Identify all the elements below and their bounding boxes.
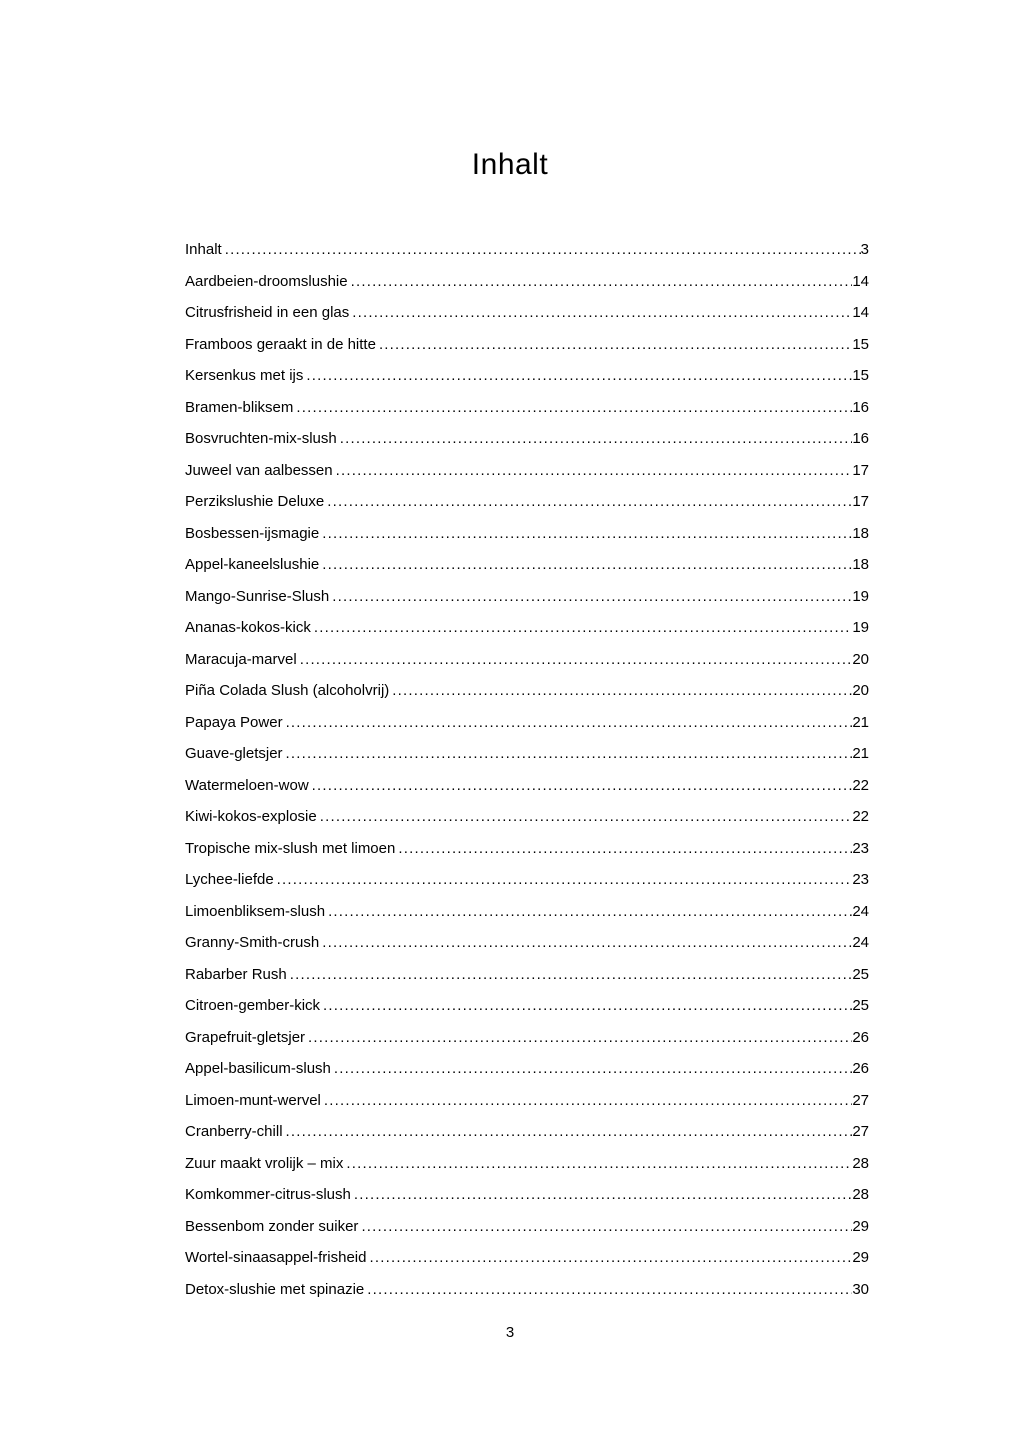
toc-leader-dots [322, 927, 852, 959]
toc-entry-label: Appel-kaneelslushie [185, 556, 320, 573]
toc-leader-dots [322, 549, 852, 581]
toc-entry-label: Piña Colada Slush (alcoholvrij) [185, 682, 390, 699]
toc-entry-label: Citroen-gember-kick [185, 997, 321, 1014]
toc-entry-page: 18 [852, 556, 869, 573]
toc-leader-dots [361, 1211, 852, 1243]
toc-leader-dots [286, 1116, 853, 1148]
toc-leader-dots [367, 1274, 852, 1306]
toc-entry[interactable] [185, 1148, 869, 1180]
toc-entry-label: Granny-Smith-crush [185, 934, 320, 951]
toc-entry-page: 15 [852, 335, 869, 353]
toc-entry[interactable] [185, 675, 869, 707]
toc-entry-page: 25 [852, 965, 869, 983]
toc-entry[interactable] [185, 612, 869, 644]
toc-leader-dots [322, 518, 852, 550]
toc-entry[interactable] [185, 549, 869, 581]
toc-entry[interactable] [185, 707, 869, 739]
toc-entry-page: 14 [852, 304, 869, 321]
toc-leader-dots [379, 329, 852, 361]
toc-entry-page: 28 [852, 1154, 869, 1172]
toc-leader-dots [398, 833, 852, 865]
toc-entry-label: Limoen-munt-wervel [185, 1091, 321, 1109]
toc-entry-page: 17 [852, 493, 869, 510]
toc-entry[interactable] [185, 990, 869, 1022]
toc-leader-dots [351, 266, 853, 298]
toc-entry-label: Ananas-kokos-kick [185, 619, 311, 636]
toc-entry-label: Detox-slushie met spinazie [185, 1280, 365, 1298]
toc-entry-label: Bosvruchten-mix-slush [185, 430, 337, 447]
toc-entry-label: Framboos geraakt in de hitte [185, 335, 376, 353]
toc-leader-dots [340, 423, 853, 455]
toc-entry[interactable] [185, 581, 869, 613]
toc-entry-page: 18 [852, 524, 869, 542]
toc-leader-dots [320, 801, 853, 833]
toc-entry-page: 26 [852, 1060, 869, 1077]
toc-entry-page: 24 [852, 902, 869, 920]
toc-entry-label: Kersenkus met ijs [185, 367, 304, 384]
toc-leader-dots [392, 675, 852, 707]
toc-entry-page: 17 [852, 461, 869, 479]
toc-entry[interactable] [185, 360, 869, 392]
toc-entry-page: 27 [852, 1123, 869, 1140]
toc-entry-label: Lychee-liefde [185, 871, 274, 888]
toc-leader-dots [312, 770, 853, 802]
toc-entry-label: Limoenbliksem-slush [185, 902, 326, 920]
toc-leader-dots [296, 392, 852, 424]
toc-entry-page: 28 [852, 1186, 869, 1203]
toc-entry-label: Tropische mix-slush met limoen [185, 839, 396, 857]
toc-leader-dots [277, 864, 853, 896]
toc-entry-label: Bramen-bliksem [185, 398, 294, 416]
toc-entry-page: 21 [852, 745, 869, 762]
page-title: Inhalt [471, 148, 549, 181]
toc-entry-label: Cranberry-chill [185, 1123, 283, 1140]
toc-leader-dots [308, 1022, 852, 1054]
toc-entry-page: 19 [852, 587, 869, 605]
toc-entry[interactable] [185, 1085, 869, 1117]
toc-entry[interactable] [185, 1274, 869, 1306]
toc-entry-page: 22 [852, 776, 869, 794]
toc-entry-label: Citrusfrisheid in een glas [185, 304, 350, 321]
toc-entry-label: Maracuja-marvel [185, 650, 297, 668]
toc-entry-page: 25 [852, 997, 869, 1014]
toc-entry[interactable] [185, 770, 869, 802]
toc-entry-label: Guave-gletsjer [185, 745, 283, 762]
toc-entry-label: Bessenbom zonder suiker [185, 1217, 359, 1235]
toc-leader-dots [369, 1242, 852, 1274]
toc-entry[interactable] [185, 392, 869, 424]
toc-leader-dots [334, 1053, 852, 1085]
toc-entry-label: Zuur maakt vrolijk – mix [185, 1154, 344, 1172]
toc-entry[interactable] [185, 1179, 869, 1211]
toc-entry[interactable] [185, 644, 869, 676]
toc-entry[interactable] [185, 297, 869, 329]
toc-entry-page: 16 [852, 398, 869, 416]
toc-leader-dots [306, 360, 852, 392]
toc-entry[interactable] [185, 959, 869, 991]
toc-leader-dots [346, 1148, 852, 1180]
toc-entry-label: Bosbessen-ijsmagie [185, 524, 320, 542]
toc-leader-dots [327, 486, 852, 518]
toc-entry-page: 24 [852, 934, 869, 951]
toc-entry-label: Juweel van aalbessen [185, 461, 333, 479]
toc-entry[interactable] [185, 864, 869, 896]
toc-entry-page: 21 [852, 713, 869, 731]
toc-entry-label: Rabarber Rush [185, 965, 287, 983]
toc-entry-page: 29 [852, 1249, 869, 1266]
toc-leader-dots [324, 1085, 852, 1117]
toc-entry-page: 3 [860, 241, 869, 258]
toc-leader-dots [286, 738, 853, 770]
toc-entry-page: 15 [852, 367, 869, 384]
toc-entry[interactable] [185, 833, 869, 865]
toc-entry[interactable] [185, 1053, 869, 1085]
toc-entry[interactable] [185, 234, 869, 266]
toc-leader-dots [225, 234, 861, 266]
toc-entry-page: 19 [852, 619, 869, 636]
toc-entry-label: Grapefruit-gletsjer [185, 1028, 306, 1046]
toc-entry-label: Perzikslushie Deluxe [185, 493, 325, 510]
toc-entry[interactable] [185, 518, 869, 550]
toc-entry-page: 23 [852, 871, 869, 888]
toc-leader-dots [323, 990, 852, 1022]
toc-entry-page: 26 [852, 1028, 869, 1046]
toc-leader-dots [314, 612, 852, 644]
toc-entry[interactable] [185, 329, 869, 361]
toc-leader-dots [332, 581, 852, 613]
toc-entry-label: Papaya Power [185, 713, 283, 731]
toc-leader-dots [352, 297, 852, 329]
toc-entry-label: Inhalt [185, 241, 222, 258]
toc-entry-label: Kiwi-kokos-explosie [185, 808, 317, 825]
toc-entry[interactable] [185, 486, 869, 518]
toc-entry[interactable] [185, 455, 869, 487]
toc-entry-label: Komkommer-citrus-slush [185, 1186, 351, 1203]
toc-entry-label: Watermeloen-wow [185, 776, 309, 794]
toc-entry[interactable] [185, 801, 869, 833]
toc-entry-label: Aardbeien-droomslushie [185, 272, 348, 290]
toc-entry-page: 14 [852, 272, 869, 290]
toc-entry-label: Appel-basilicum-slush [185, 1060, 331, 1077]
toc-list [185, 234, 869, 1305]
toc-entry[interactable] [185, 423, 869, 455]
toc-leader-dots [300, 644, 853, 676]
toc-entry-page: 23 [852, 839, 869, 857]
toc-entry-page: 16 [852, 430, 869, 447]
toc-entry-label: Mango-Sunrise-Slush [185, 587, 330, 605]
toc-entry[interactable] [185, 927, 869, 959]
toc-leader-dots [328, 896, 852, 928]
toc-entry-page: 27 [852, 1091, 869, 1109]
footer-page-number: 3 [505, 1324, 515, 1341]
toc-leader-dots [290, 959, 853, 991]
toc-entry-page: 20 [852, 682, 869, 699]
toc-entry[interactable] [185, 896, 869, 928]
toc-entry[interactable] [185, 266, 869, 298]
toc-entry[interactable] [185, 1211, 869, 1243]
toc-entry-page: 30 [852, 1280, 869, 1298]
toc-leader-dots [354, 1179, 852, 1211]
toc-entry-page: 20 [852, 650, 869, 668]
toc-entry-page: 22 [852, 808, 869, 825]
toc-leader-dots [336, 455, 853, 487]
toc-entry[interactable] [185, 1116, 869, 1148]
toc-entry[interactable] [185, 738, 869, 770]
toc-entry[interactable] [185, 1022, 869, 1054]
toc-entry-page: 29 [852, 1217, 869, 1235]
toc-entry[interactable] [185, 1242, 869, 1274]
toc-entry-label: Wortel-sinaasappel-frisheid [185, 1249, 367, 1266]
toc-leader-dots [286, 707, 853, 739]
